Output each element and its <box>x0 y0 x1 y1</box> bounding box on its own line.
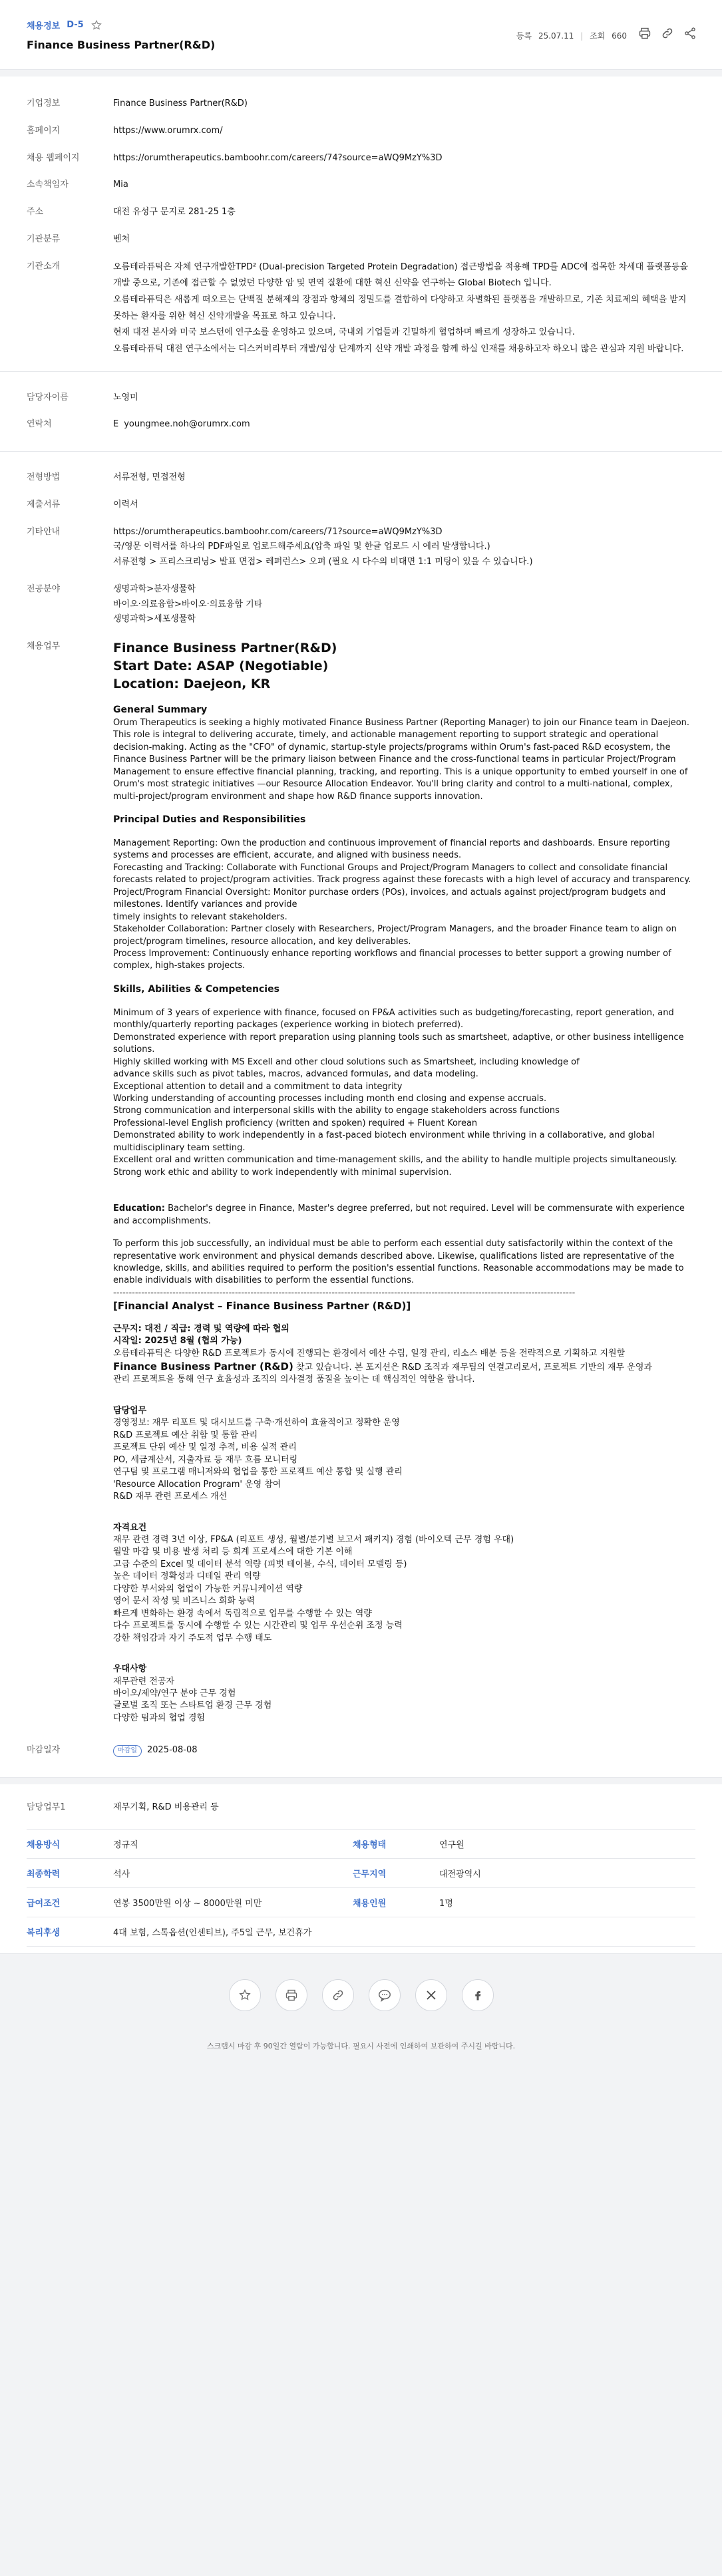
jd-duty: Stakeholder Collaboration: Partner closely with Researchers, Project/Program Managers, and the broader Finance team to align on project/program timelines, resource allocation, and key deliverables. <box>113 924 677 947</box>
row-recruit-web <box>27 151 695 166</box>
ko-start: 시작일: 2025년 8월 (협의 가능) <box>113 1336 242 1347</box>
views-count: 660 <box>612 31 627 41</box>
row-job <box>27 639 695 1724</box>
email-prefix: E <box>113 419 119 430</box>
row-homepage <box>27 124 695 139</box>
label-homepage: 홈페이지 <box>27 125 61 136</box>
label-company: 기업정보 <box>27 98 61 108</box>
reg-date: 25.07.11 <box>538 31 574 41</box>
jd-skills-title: Skills, Abilities & Competencies <box>113 983 279 995</box>
deadline-date: 2025-08-08 <box>146 1745 198 1756</box>
jd-skill: Strong communication and interpersonal skills with the ability to engage stakeholders across functions <box>113 1106 560 1116</box>
row-address <box>27 205 695 220</box>
jd-education-label: Education: <box>113 1204 165 1214</box>
page-title: Finance Business Partner(R&D) <box>27 39 216 51</box>
ko-qual-item: 다수 프로젝트를 동시에 수행할 수 있는 시간관리 및 업무 우선순위 조정 능력 <box>113 1621 403 1631</box>
row-contact <box>27 417 695 432</box>
row-docs <box>27 498 695 513</box>
etc-line: 서류전형 > 프리스크리닝> 발표 면접> 레퍼런스> 오퍼 (필요 시 다수의 비대면 1:1 미팅이 있을 수 있습니다.) <box>113 557 533 567</box>
label-address: 주소 <box>27 207 44 217</box>
ko-duty-item: 'Resource Allocation Program' 운영 참여 <box>113 1479 281 1490</box>
row-method <box>27 470 695 486</box>
intro-paragraph: 오름테라퓨틱은 자체 연구개발한TPD² (Dual-precision Targeted Protein Degradation) 접근방법을 적용해 TPD를 ADC에 접목한 차세대 플랫폼등을 개발 중으로, 기존에 접근할 수 없었던 다양한 암 및 면역 질환에 대한 혁신 신약을 연구하는 Global Biotech 입니다. <box>113 261 689 289</box>
ko-duty-item: R&D 재무 관련 프로세스 개선 <box>113 1492 228 1502</box>
x-logo-icon <box>425 1989 437 2001</box>
ko-pref-item: 다양한 팀과의 협업 경험 <box>113 1712 205 1723</box>
breadcrumb <box>27 19 102 31</box>
reg-label: 등록 <box>516 31 532 41</box>
field-item: 생명과학>세포생물학 <box>113 614 196 625</box>
method-value: 서류전형, 면접전형 <box>113 472 186 483</box>
summary-label: 최종학력 <box>27 1859 113 1888</box>
ko-pref-list <box>113 1676 695 1725</box>
ko-intro <box>113 1348 695 1386</box>
header-actions <box>638 27 697 40</box>
ko-pref-item: 바이오/제약/연구 분야 근무 경험 <box>113 1688 236 1698</box>
row-field <box>27 582 695 627</box>
jd-summary-title: General Summary <box>113 705 208 716</box>
jd-skill: Minimum of 3 years of experience with finance, focused on FP&A activities such as budgeting/forecasting, report generation, and monthly/quarterly reporting packages (experience working in biotech preferred). <box>113 1007 674 1031</box>
summary-value <box>439 1917 695 1947</box>
ko-intro-part: 찾고 있습니다. 본 포지션은 R&D 조직과 재무팀의 연결고리로서, 프로젝트 기반의 재무 운영과 <box>293 1362 652 1372</box>
ko-qual-item: 다양한 부서와의 협업이 가능한 커뮤니케이션 역량 <box>113 1583 303 1594</box>
jd-location: Location: Daejeon, KR <box>113 677 271 692</box>
task-value: 재무기획, R&D 비용관리 등 <box>113 1802 219 1813</box>
summary-label: 근무지역 <box>353 1859 439 1888</box>
ko-qual-item: 영어 문서 작성 및 비즈니스 회화 능력 <box>113 1596 256 1607</box>
jd-education <box>113 1203 695 1227</box>
summary-info <box>0 1784 722 1954</box>
intro-paragraph: 오름테라퓨틱은 새롭게 떠오르는 단백질 분해제의 장점과 항체의 정밀도를 결합하여 다양하고 차별화된 플랫폼을 개발하므로, 기존 치료제의 혜택을 받지 못하는 환자를 위한 혁신 신약개발을 목표로 하고 있습니다. <box>113 294 687 321</box>
ko-duty-item: R&D 프로젝트 예산 취합 및 통합 관리 <box>113 1430 258 1440</box>
jd-duty: timely insights to relevant stakeholders. <box>113 911 287 922</box>
ko-qual-list <box>113 1534 695 1645</box>
company-info <box>0 77 722 372</box>
deadline-badge: 마감일 <box>113 1745 142 1757</box>
summary-value: 연봉 3500만원 이상 ~ 8000만원 미만 <box>113 1888 353 1917</box>
org-type-value: 벤처 <box>113 234 130 244</box>
intro-text <box>113 259 695 358</box>
jd-skill: Highly skilled working with MS Excell and other cloud solutions such as Smartsheet, including knowledge of <box>113 1056 580 1067</box>
apply-link[interactable]: https://orumtherapeutics.bamboohr.com/careers/71?source=aWQ9MzY%3D <box>113 526 443 537</box>
print-icon <box>285 1989 298 2002</box>
jd-title: Finance Business Partner(R&D) <box>113 641 337 656</box>
jd-duties-title: Principal Duties and Responsibilities <box>113 814 306 826</box>
label-method: 전형방법 <box>27 472 61 483</box>
label-field: 전공분야 <box>27 583 61 594</box>
ko-qual-item: 고급 수준의 Excel 및 데이터 분석 역량 (피벗 테이블, 수식, 데이터 모델링 등) <box>113 1559 407 1569</box>
jd-education-body: Bachelor's degree in Finance, Master's degree preferred, but not required. Level will be commensurate with experience and accomplishments. <box>113 1204 685 1226</box>
link-icon <box>331 1989 345 2002</box>
jd-skill: Demonstrated experience with report preparation using planning tools such as smartsheet, adaptive, or other business intelligence solutions. <box>113 1032 684 1055</box>
post-meta <box>514 30 629 41</box>
jd-start-date: Start Date: ASAP (Negotiable) <box>113 659 329 674</box>
summary-label <box>353 1917 439 1947</box>
print-button[interactable] <box>275 1979 307 2011</box>
jd-performance: To perform this job successfully, an individual must be able to perform each essential duty satisfactorily within the context of the representative work environment and physical demands described above. Likewise, qualifications listed are representative of the knowledge, skills, and abilities required to perform the position's essential functions. Reasonable accommodations may be made to enable individuals with disabilities to perform the essential functions. <box>113 1239 684 1286</box>
ko-intro-part: 관리 프로젝트을 통해 연구 효율성과 조직의 의사결정 품질을 높이는 데 핵심적인 역할을 합니다. <box>113 1374 475 1385</box>
label-recruit-web: 채용 웹페이지 <box>27 152 80 163</box>
summary-label: 채용형태 <box>353 1830 439 1859</box>
summary-value: 정규직 <box>113 1830 353 1859</box>
summary-value: 대전광역시 <box>439 1859 695 1888</box>
ko-duty-list <box>113 1417 695 1503</box>
spacer <box>0 70 722 77</box>
intro-paragraph: 현재 대전 본사와 미국 보스턴에 연구소를 운영하고 있으며, 국내외 기업들과 긴밀하게 협업하며 빠르게 성장하고 있습니다. <box>113 327 576 338</box>
label-contact-person: 담당자이름 <box>27 392 69 402</box>
label-etc: 기타안내 <box>27 526 61 537</box>
jd-skill: Working understanding of accounting processes including month end closing and expense accruals. <box>113 1093 547 1104</box>
label-owner: 소속책임자 <box>27 180 69 190</box>
star-icon <box>238 1989 252 2002</box>
ko-location: 근무지: 대전 / 직급: 경력 및 역량에 따라 협의 <box>113 1323 289 1334</box>
link-icon[interactable] <box>661 27 674 40</box>
row-task <box>27 1795 695 1830</box>
summary-value: 연구원 <box>439 1830 695 1859</box>
row-deadline <box>27 1743 695 1758</box>
jd-skill: advance skills such as pivot tables, macros, advanced formulas, and data modeling. <box>113 1069 478 1080</box>
contact-email[interactable] <box>113 417 695 432</box>
summary-value: 1명 <box>439 1888 695 1917</box>
bookmark-button[interactable] <box>229 1979 261 2011</box>
field-item: 생명과학>분자생물학 <box>113 583 196 594</box>
d-day-label: D-5 <box>67 20 84 30</box>
label-org-type: 기관분류 <box>27 234 61 244</box>
jd-summary-body: Orum Therapeutics is seeking a highly motivated Finance Business Partner (Reporting Manager) to join our Finance team in Daejeon. This role is integral to delivering accurate, timely, and actionable management reporting to support strategic and operational decision-making. Acting as the "CFO" of dynamic, startup-style projects/programs within Orum's fast-paced R&D ecosystem, the Finance Business Partner will be the primary liaison between Finance and the cross-functional teams in particular Project/Program Management to ensure effective financial planning, tracking, and reporting. This is a unique opportunity to embed yourself in one of Orum's most strategic initiatives —our Resource Allocation Endeavor. You'll bring clarity and control to a multi-national, complex, multi-project/program environment and shape how R&D finance supports innovation. <box>113 717 690 802</box>
field-value <box>113 582 695 627</box>
label-deadline: 마감일자 <box>27 1745 61 1756</box>
homepage-link[interactable]: https://www.orumrx.com/ <box>113 125 223 136</box>
jd-duty: Process Improvement: Continuously enhance reporting workflows and financial processes to better support a growing number of complex, high-stakes projects. <box>113 949 671 971</box>
share-icon[interactable] <box>683 27 697 40</box>
summary-label: 급여조건 <box>27 1888 113 1917</box>
ko-pref-item: 재무관련 전공자 <box>113 1676 175 1687</box>
ko-qual-item: 월말 마감 및 비용 발생 처리 등 회계 프로세스에 대한 기본 이해 <box>113 1547 353 1557</box>
row-etc <box>27 525 695 570</box>
jd-skill: Exceptional attention to detail and a commitment to data integrity <box>113 1081 403 1092</box>
ko-qual-item: 재무 관련 경력 3년 이상, FP&A (리포트 생성, 월별/분기별 보고서 패키지) 경험 (바이오텍 근무 경험 우대) <box>113 1534 514 1545</box>
jd-duty: Project/Program Financial Oversight: Monitor purchase orders (POs), invoices, and actuals against project/program budgets and milestones. Identify variances and provide <box>113 887 666 910</box>
summary-grid <box>27 1830 695 1947</box>
jd-skill: Excellent oral and written communication and time-management skills, and the ability to handle multiple projects simultaneously. <box>113 1155 677 1166</box>
jd-skill: Professional-level English proficiency (written and spoken) required + Fluent Korean <box>113 1118 478 1128</box>
recruit-web-link[interactable]: https://orumtherapeutics.bamboohr.com/careers/74?source=aWQ9MzY%3D <box>113 152 443 163</box>
label-job: 채용업무 <box>27 641 61 652</box>
ko-title: [Financial Analyst – Finance Business Partner (R&D)] <box>113 1300 411 1313</box>
views-label: 조회 <box>590 31 606 41</box>
meta-separator: | <box>580 31 584 41</box>
email-value[interactable]: youngmee.noh@orumrx.com <box>124 419 250 430</box>
facebook-share-button[interactable] <box>462 1979 494 2011</box>
ko-duty-item: PO, 세금계산서, 지출자료 등 재무 흐름 모니터링 <box>113 1454 298 1465</box>
ko-duty-item: 경영정보: 재무 리포트 및 대시보드를 구축·개선하여 효율적이고 정확한 운영 <box>113 1418 400 1428</box>
label-intro: 기관소개 <box>27 261 61 271</box>
facebook-icon <box>472 1989 484 2001</box>
chat-bubble-icon <box>377 1988 392 2003</box>
row-intro <box>27 259 695 358</box>
print-icon[interactable] <box>638 27 651 40</box>
etc-line: 국/영문 이력서를 하나의 PDF파일로 업로드해주세요(압축 파일 및 한글 업로드 시 에러 발생합니다.) <box>113 542 490 552</box>
star-icon[interactable] <box>90 19 102 31</box>
summary-value: 석사 <box>113 1859 353 1888</box>
ko-qual-title: 자격요건 <box>113 1522 147 1533</box>
deadline-value <box>113 1743 695 1758</box>
jd-divider: ---------------------------------------------------------------------------------------------------------------------------------------------------- <box>113 1287 576 1298</box>
share-bar <box>0 1954 722 2034</box>
ko-pref-title: 우대사항 <box>113 1664 147 1675</box>
owner-value: Mia <box>113 180 128 190</box>
summary-value: 4대 보험, 스톡옵션(인센티브), 주5일 근무, 보건휴가 <box>113 1917 353 1947</box>
jd-skill: Demonstrated ability to work independently in a fast-paced biotech environment while thriving in a collaborative, and global multidisciplinary team setting. <box>113 1130 655 1153</box>
contact-person: 노영미 <box>113 392 138 402</box>
footer-note: 스크랩시 마감 후 90일간 열람이 가능합니다. 필요시 사전에 인쇄하여 보관하여 주시길 바랍니다. <box>206 2041 516 2050</box>
row-org-type <box>27 232 695 247</box>
job-details <box>0 452 722 1778</box>
row-contact-person <box>27 391 695 406</box>
ko-intro-role: Finance Business Partner (R&D) <box>113 1360 293 1372</box>
summary-label: 복리후생 <box>27 1917 113 1947</box>
x-share-button[interactable] <box>415 1979 447 2011</box>
row-owner <box>27 178 695 193</box>
job-description <box>113 639 695 1724</box>
jd-skill: Strong work ethic and ability to work independently with minimal supervision. <box>113 1167 452 1178</box>
company-name: Finance Business Partner(R&D) <box>113 98 248 108</box>
ko-qual-item: 높은 데이터 정확성과 디테일 관리 역량 <box>113 1571 261 1582</box>
ko-intro-part: 오름테라퓨틱은 다양한 R&D 프로젝트가 동시에 진행되는 환경에서 예산 수립, 일정 관리, 리소스 배분 등을 전략적으로 기획하고 지원할 <box>113 1348 626 1359</box>
ko-duty-item: 연구팀 및 프로그램 매니저와의 협업을 통한 프로젝트 예산 통합 및 실행 관리 <box>113 1467 403 1478</box>
address-value: 대전 유성구 문지로 281-25 1층 <box>113 207 236 217</box>
docs-value: 이력서 <box>113 499 138 510</box>
ko-duty-title: 담당업무 <box>113 1405 147 1416</box>
field-item: 바이오·의료융합>바이오·의료융합 기타 <box>113 599 263 609</box>
post-header <box>0 0 722 70</box>
copy-link-button[interactable] <box>322 1979 354 2011</box>
row-company <box>27 96 695 112</box>
etc-value <box>113 525 695 570</box>
label-docs: 제출서류 <box>27 499 61 510</box>
intro-paragraph: 오름테라퓨틱 대전 연구소에서는 디스커버리부터 개발/임상 단계까지 신약 개발 과정을 함께 하실 인재를 채용하고자 하오니 많은 관심과 지원 바랍니다. <box>113 343 684 354</box>
jd-duty: Forecasting and Tracking: Collaborate with Functional Groups and Project/Program Managers to collect and consolidate financial forecasts related to project/program activities. Track progress against these forecasts with a high level of accuracy and transparency. <box>113 862 691 886</box>
summary-label: 채용방식 <box>27 1830 113 1859</box>
contact-info <box>0 372 722 452</box>
spacer <box>0 1778 722 1784</box>
label-task: 담당업무1 <box>27 1802 66 1813</box>
summary-label: 채용인원 <box>353 1888 439 1917</box>
ko-qual-item: 빠르게 변화하는 환경 속에서 독립적으로 업무를 수행할 수 있는 역량 <box>113 1608 372 1619</box>
jd-duty: Management Reporting: Own the production and continuous improvement of financial reports and dashboards. Ensure reporting systems and processes are efficient, accurate, and aligned with business needs. <box>113 838 670 861</box>
category-link[interactable]: 채용정보 <box>27 21 61 31</box>
ko-qual-item: 강한 책임감과 자기 주도적 업무 수행 태도 <box>113 1633 272 1643</box>
label-contact: 연락처 <box>27 419 52 430</box>
ko-pref-item: 글로벌 조직 또는 스타트업 환경 근무 경험 <box>113 1700 272 1711</box>
kakao-share-button[interactable] <box>369 1979 401 2011</box>
ko-duty-item: 프로젝트 단위 예산 및 일정 추적, 비용 실적 관리 <box>113 1442 297 1453</box>
